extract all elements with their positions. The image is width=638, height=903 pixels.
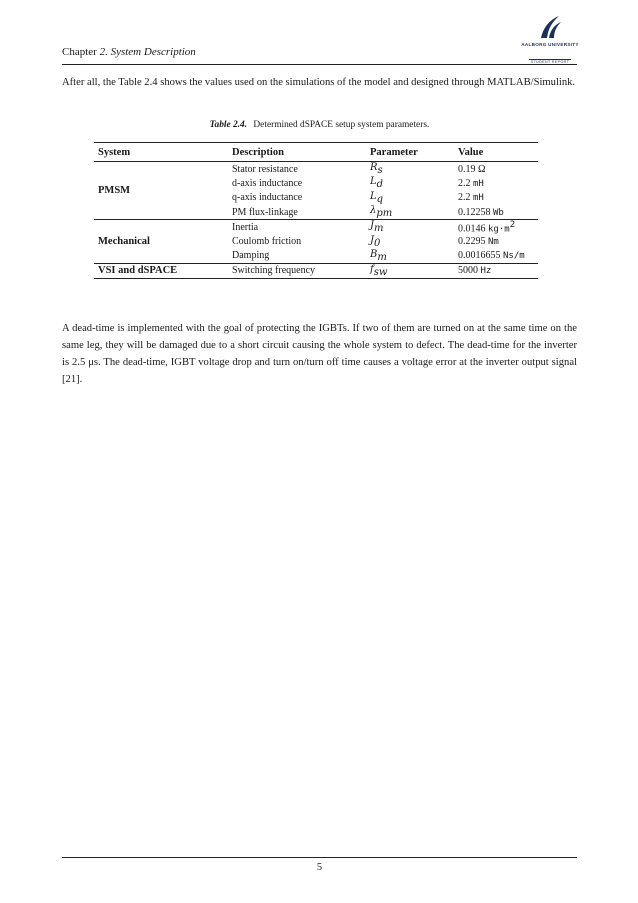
value-cell: 0.0016655 Ns/m xyxy=(454,249,538,264)
parameter-cell: $J_m$ xyxy=(370,220,384,235)
description-cell: Coulomb friction xyxy=(232,236,302,248)
deadtime-paragraph: A dead-time is implemented with the goal of protecting the IGBTs. If two of them are turned on at the same time on the same leg, they will be damaged due to a short circuit causing the whole system to defect. The dead-time for the inverter is 2.5 μs. The dead-time, IGBT voltage drop and turn on/turn off time causes a voltage error at the inverter output signal [21]. xyxy=(62,323,577,385)
parameter-cell: $B_m$ xyxy=(366,249,454,264)
description-cell: Stator resistance xyxy=(232,163,298,175)
parameter-cell: $\lambda_{pm}$ xyxy=(366,205,454,220)
value-cell: 0.0146 $kg\cdot m^2$ xyxy=(458,220,516,235)
logo-subtitle: STUDENT REPORT xyxy=(530,60,570,64)
table-row xyxy=(94,220,538,235)
description-cell: Damping xyxy=(228,249,366,264)
description-cell: Inertia xyxy=(232,221,259,233)
parameter-cell: $R_s$ xyxy=(370,162,383,176)
chapter-number: 2. xyxy=(99,46,108,58)
header-description: Description xyxy=(228,143,366,162)
header-system: System xyxy=(94,143,228,162)
parameters-table xyxy=(94,142,538,279)
parameter-cell: $f_{sw}$ xyxy=(366,263,454,278)
table-caption-text: Determined dSPACE setup system parameters. xyxy=(253,120,430,130)
table-caption xyxy=(62,120,577,130)
value-cell: 0.19 Ω xyxy=(458,163,486,175)
parameter-cell: $J_0$ xyxy=(370,234,381,249)
parameter-cell: $L_q$ xyxy=(370,190,384,205)
page-number: 5 xyxy=(316,862,323,873)
intro-paragraph: After all, the Table 2.4 shows the values used on the simulations of the model and designed through MATLAB/Simulink. xyxy=(62,77,576,88)
description-cell: d-axis inductance xyxy=(232,177,303,189)
system-cell-pmsm: PMSM xyxy=(94,162,228,220)
system-cell-vsi: VSI and dSPACE xyxy=(94,263,228,278)
value-cell: 2.2 mH xyxy=(458,192,484,204)
value-cell: 0.12258 Wb xyxy=(454,205,538,220)
description-cell: q-axis inductance xyxy=(232,192,303,204)
university-wave-icon xyxy=(537,14,563,42)
header-parameter: Parameter xyxy=(366,143,454,162)
header-rule xyxy=(62,64,577,65)
table-header-row xyxy=(94,143,538,162)
logo-university-name: AALBORG UNIVERSITY xyxy=(521,42,579,47)
footer-rule xyxy=(62,857,577,858)
table-row xyxy=(94,162,538,177)
table-row xyxy=(94,263,538,278)
chapter-heading xyxy=(62,46,196,58)
chapter-prefix: Chapter xyxy=(62,46,97,58)
description-cell: PM flux-linkage xyxy=(228,205,366,220)
university-logo xyxy=(520,14,580,64)
description-cell: Switching frequency xyxy=(228,263,366,278)
system-cell-mechanical: Mechanical xyxy=(94,220,228,264)
header-value: Value xyxy=(454,143,538,162)
value-cell: 5000 Hz xyxy=(454,263,538,278)
running-header xyxy=(62,44,577,64)
value-cell: 2.2 mH xyxy=(458,177,484,189)
parameter-cell: $L_d$ xyxy=(370,176,384,191)
chapter-title: System Description xyxy=(110,46,196,58)
value-cell: 0.2295 Nm xyxy=(458,236,499,248)
table-caption-label: Table 2.4. xyxy=(209,120,248,130)
